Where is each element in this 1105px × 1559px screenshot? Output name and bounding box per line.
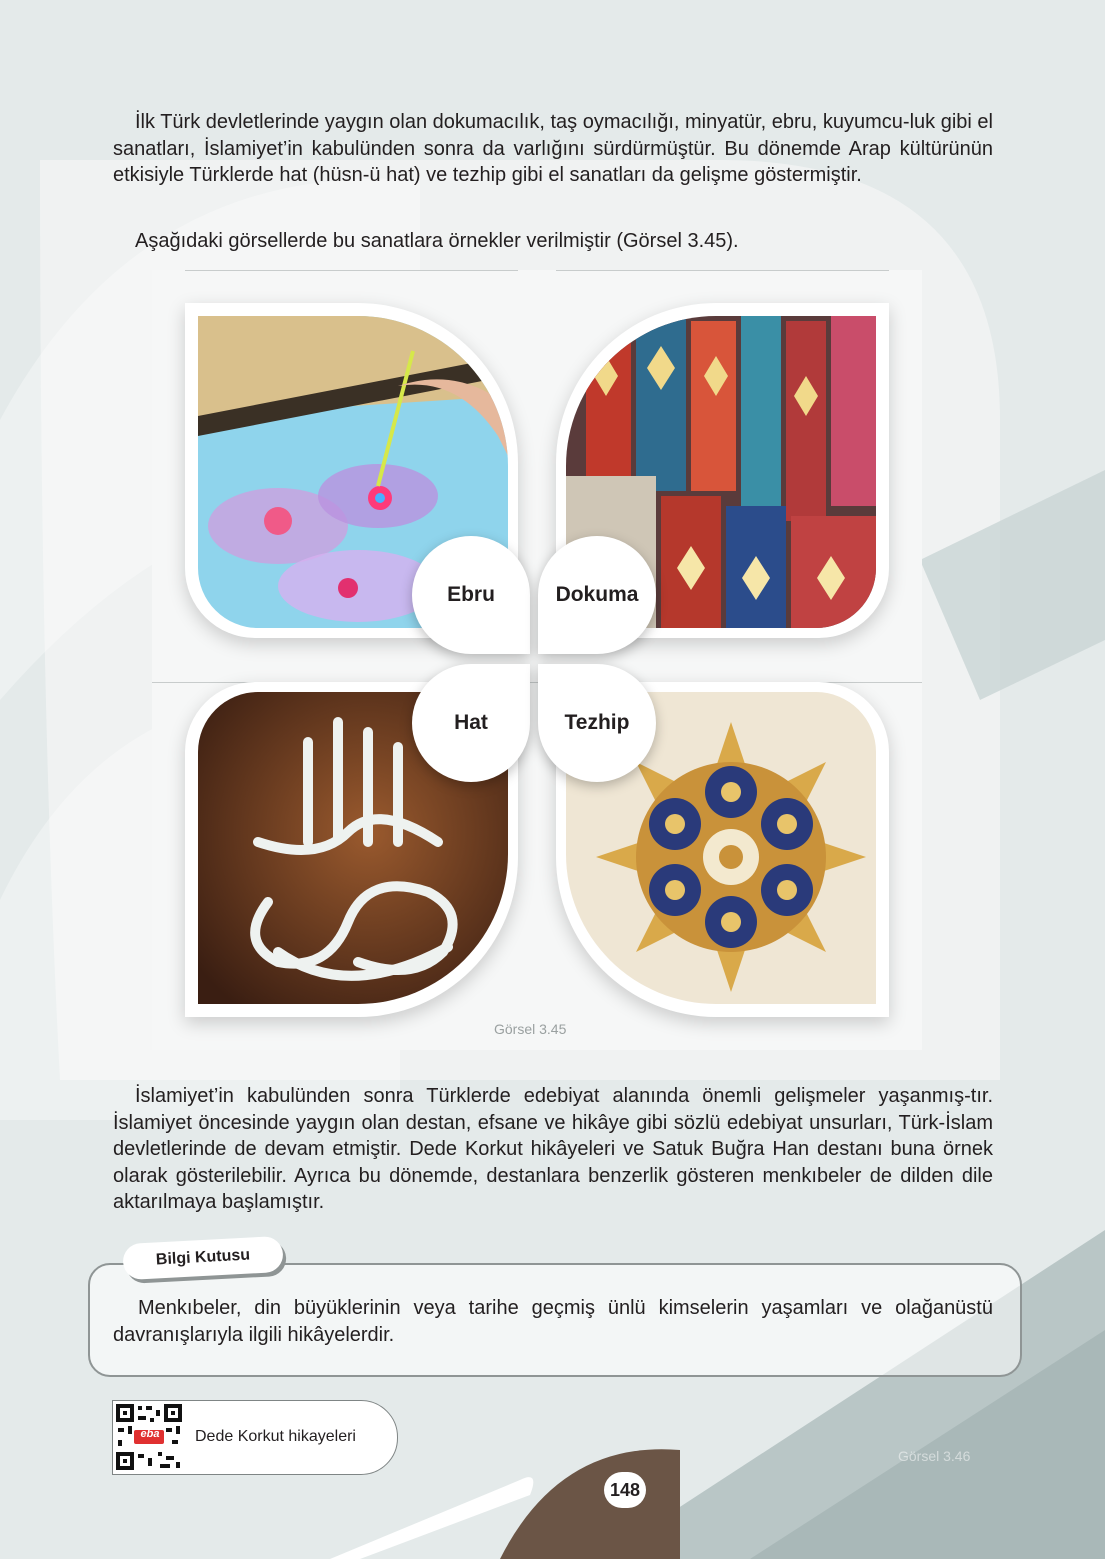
examples-paragraph: Aşağıdaki görsellerde bu sanatlara örnekler verilmiştir (Görsel 3.45). [135, 230, 739, 252]
label-tezhip: Tezhip [538, 664, 656, 782]
info-box-text: Menkıbeler, din büyüklerinin veya tarihe geçmiş ünlü kimselerin yaşamları ve olağanüstü davranışlarıyla ilgili hikâyelerdir. [113, 1297, 993, 1346]
literature-paragraph: İslamiyet’in kabulünden sonra Türklerde edebiyat alanında önemli gelişmeler yaşanmış-tır. İslamiyet öncesinde yaygın olan destan, efsane ve hikâye gibi sözlü edebiyat unsurları, Türk-İslam devletlerinde de devam etmiştir. Dede Korkut hikâyeleri ve Satuk Buğra Han destanı buna örnek olarak gösterilebilir. Ayrıca bu dönemde, destanlara benzerlik gösteren menkıbeler de dilden dile aktarılmaya başlamıştır. [113, 1085, 993, 1213]
figure-top-line-left [185, 270, 518, 271]
label-hat: Hat [412, 664, 530, 782]
figure-top-line-right [556, 270, 889, 271]
faint-caption: Görsel 3.46 [898, 1448, 971, 1464]
intro-paragraph: İlk Türk devletlerinde yaygın olan dokumacılık, taş oymacılığı, minyatür, ebru, kuyumcu-luk gibi el sanatları, İslamiyet’in kabulünden sonra da varlığını sürdürmüştür. Bu dönemde Arap kültürünün etkisiyle Türklerde hat (hüsn-ü hat) ve tezhip gibi el sanatları da gelişme göstermiştir. [113, 111, 993, 186]
qr-badge: eba [140, 1428, 160, 1440]
qr-label[interactable]: Dede Korkut hikayeleri [195, 1428, 356, 1445]
page-number: 148 [604, 1472, 646, 1508]
label-ebru: Ebru [412, 536, 530, 654]
info-box-title: Bilgi Kutusu [122, 1236, 284, 1280]
label-dokuma: Dokuma [538, 536, 656, 654]
figure-caption: Görsel 3.45 [494, 1021, 567, 1037]
